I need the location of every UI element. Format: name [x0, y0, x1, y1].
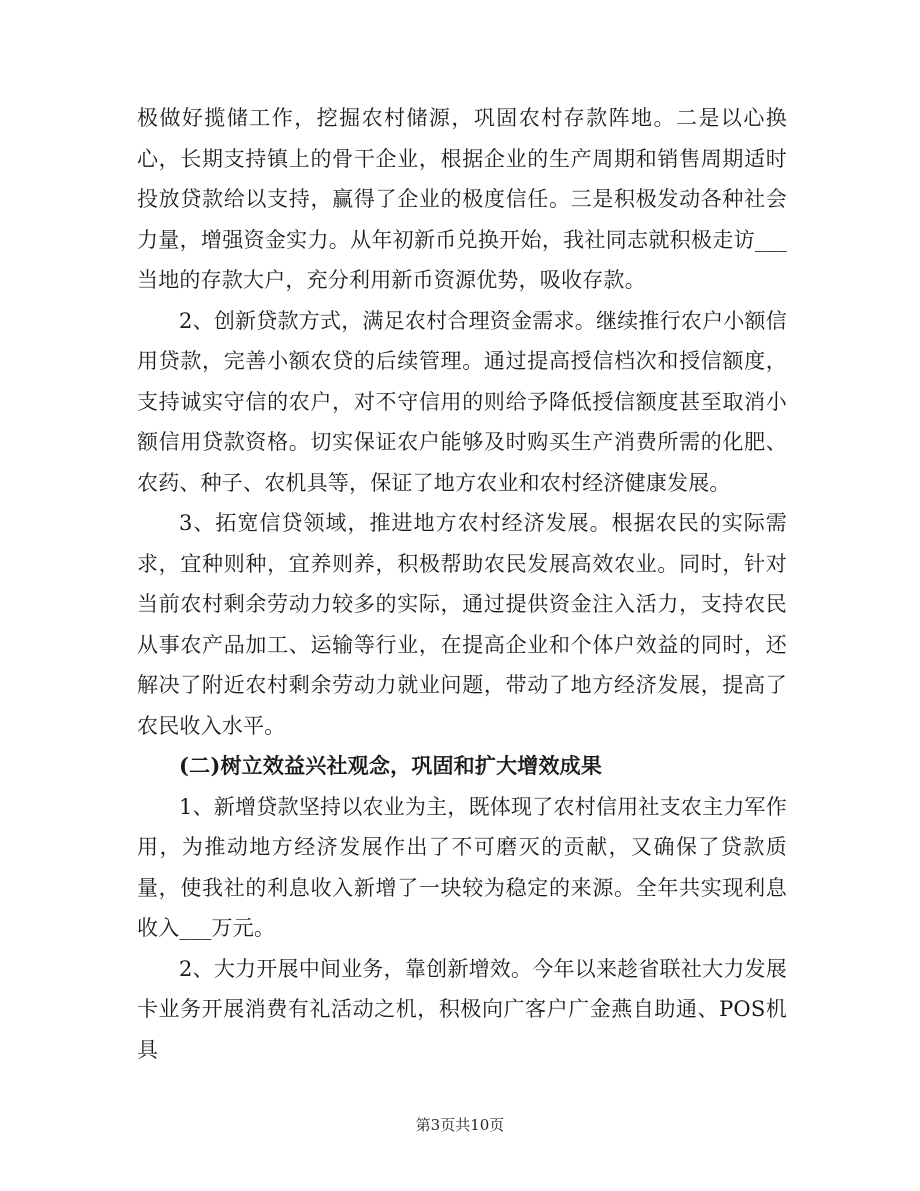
document-body — [137, 98, 787, 1070]
paragraph-new-loans: 1、新增贷款坚持以农业为主，既体现了农村信用社支农主力军作用，为推动地方经济发展作出了不可磨灭的贡献，又确保了贷款质量，使我社的利息收入新增了一块较为稳定的来源。全年共实现利息收入___万元。 — [137, 794, 787, 940]
paragraph-intermediate-business: 2、大力开展中间业务，靠创新增效。今年以来趁省联社大力发展卡业务开展消费有礼活动之机，积极向广客户广金燕自助通、POS机具 — [137, 956, 787, 1062]
paragraph-credit-fields: 3、拓宽信贷领域，推进地方农村经济发展。根据农民的实际需求，宜种则种，宜养则养，积极帮助农民发展高效农业。同时，针对当前农村剩余劳动力较多的实际，通过提供资金注入活力，支持农民从事农产品加工、运输等行业，在提高企业和个体户效益的同时，还解决了附近农村剩余劳动力就业问题，带动了地方经济发展，提高了农民收入水平。 — [137, 511, 787, 738]
paragraph-loan-methods: 2、创新贷款方式，满足农村合理资金需求。继续推行农户小额信用贷款，完善小额农贷的后续管理。通过提高授信档次和授信额度，支持诚实守信的农户，对不守信用的则给予降低授信额度甚至取消小额信用贷款资格。切实保证农户能够及时购买生产消费所需的化肥、农药、种子、农机具等，保证了地方农业和农村经济健康发展。 — [137, 308, 787, 495]
paragraph-continuation: 极做好揽储工作，挖掘农村储源，巩固农村存款阵地。二是以心换心，长期支持镇上的骨干企业，根据企业的生产周期和销售周期适时投放贷款给以支持，赢得了企业的极度信任。三是积极发动各种社会力量，增强资金实力。从年初新币兑换开始，我社同志就积极走访___当地的存款大户，充分利用新币资源优势，吸收存款。 — [137, 106, 787, 292]
page-number-footer: 第3页共10页 — [415, 1116, 505, 1134]
section-heading: (二)树立效益兴社观念，巩固和扩大增效成果 — [179, 753, 603, 778]
